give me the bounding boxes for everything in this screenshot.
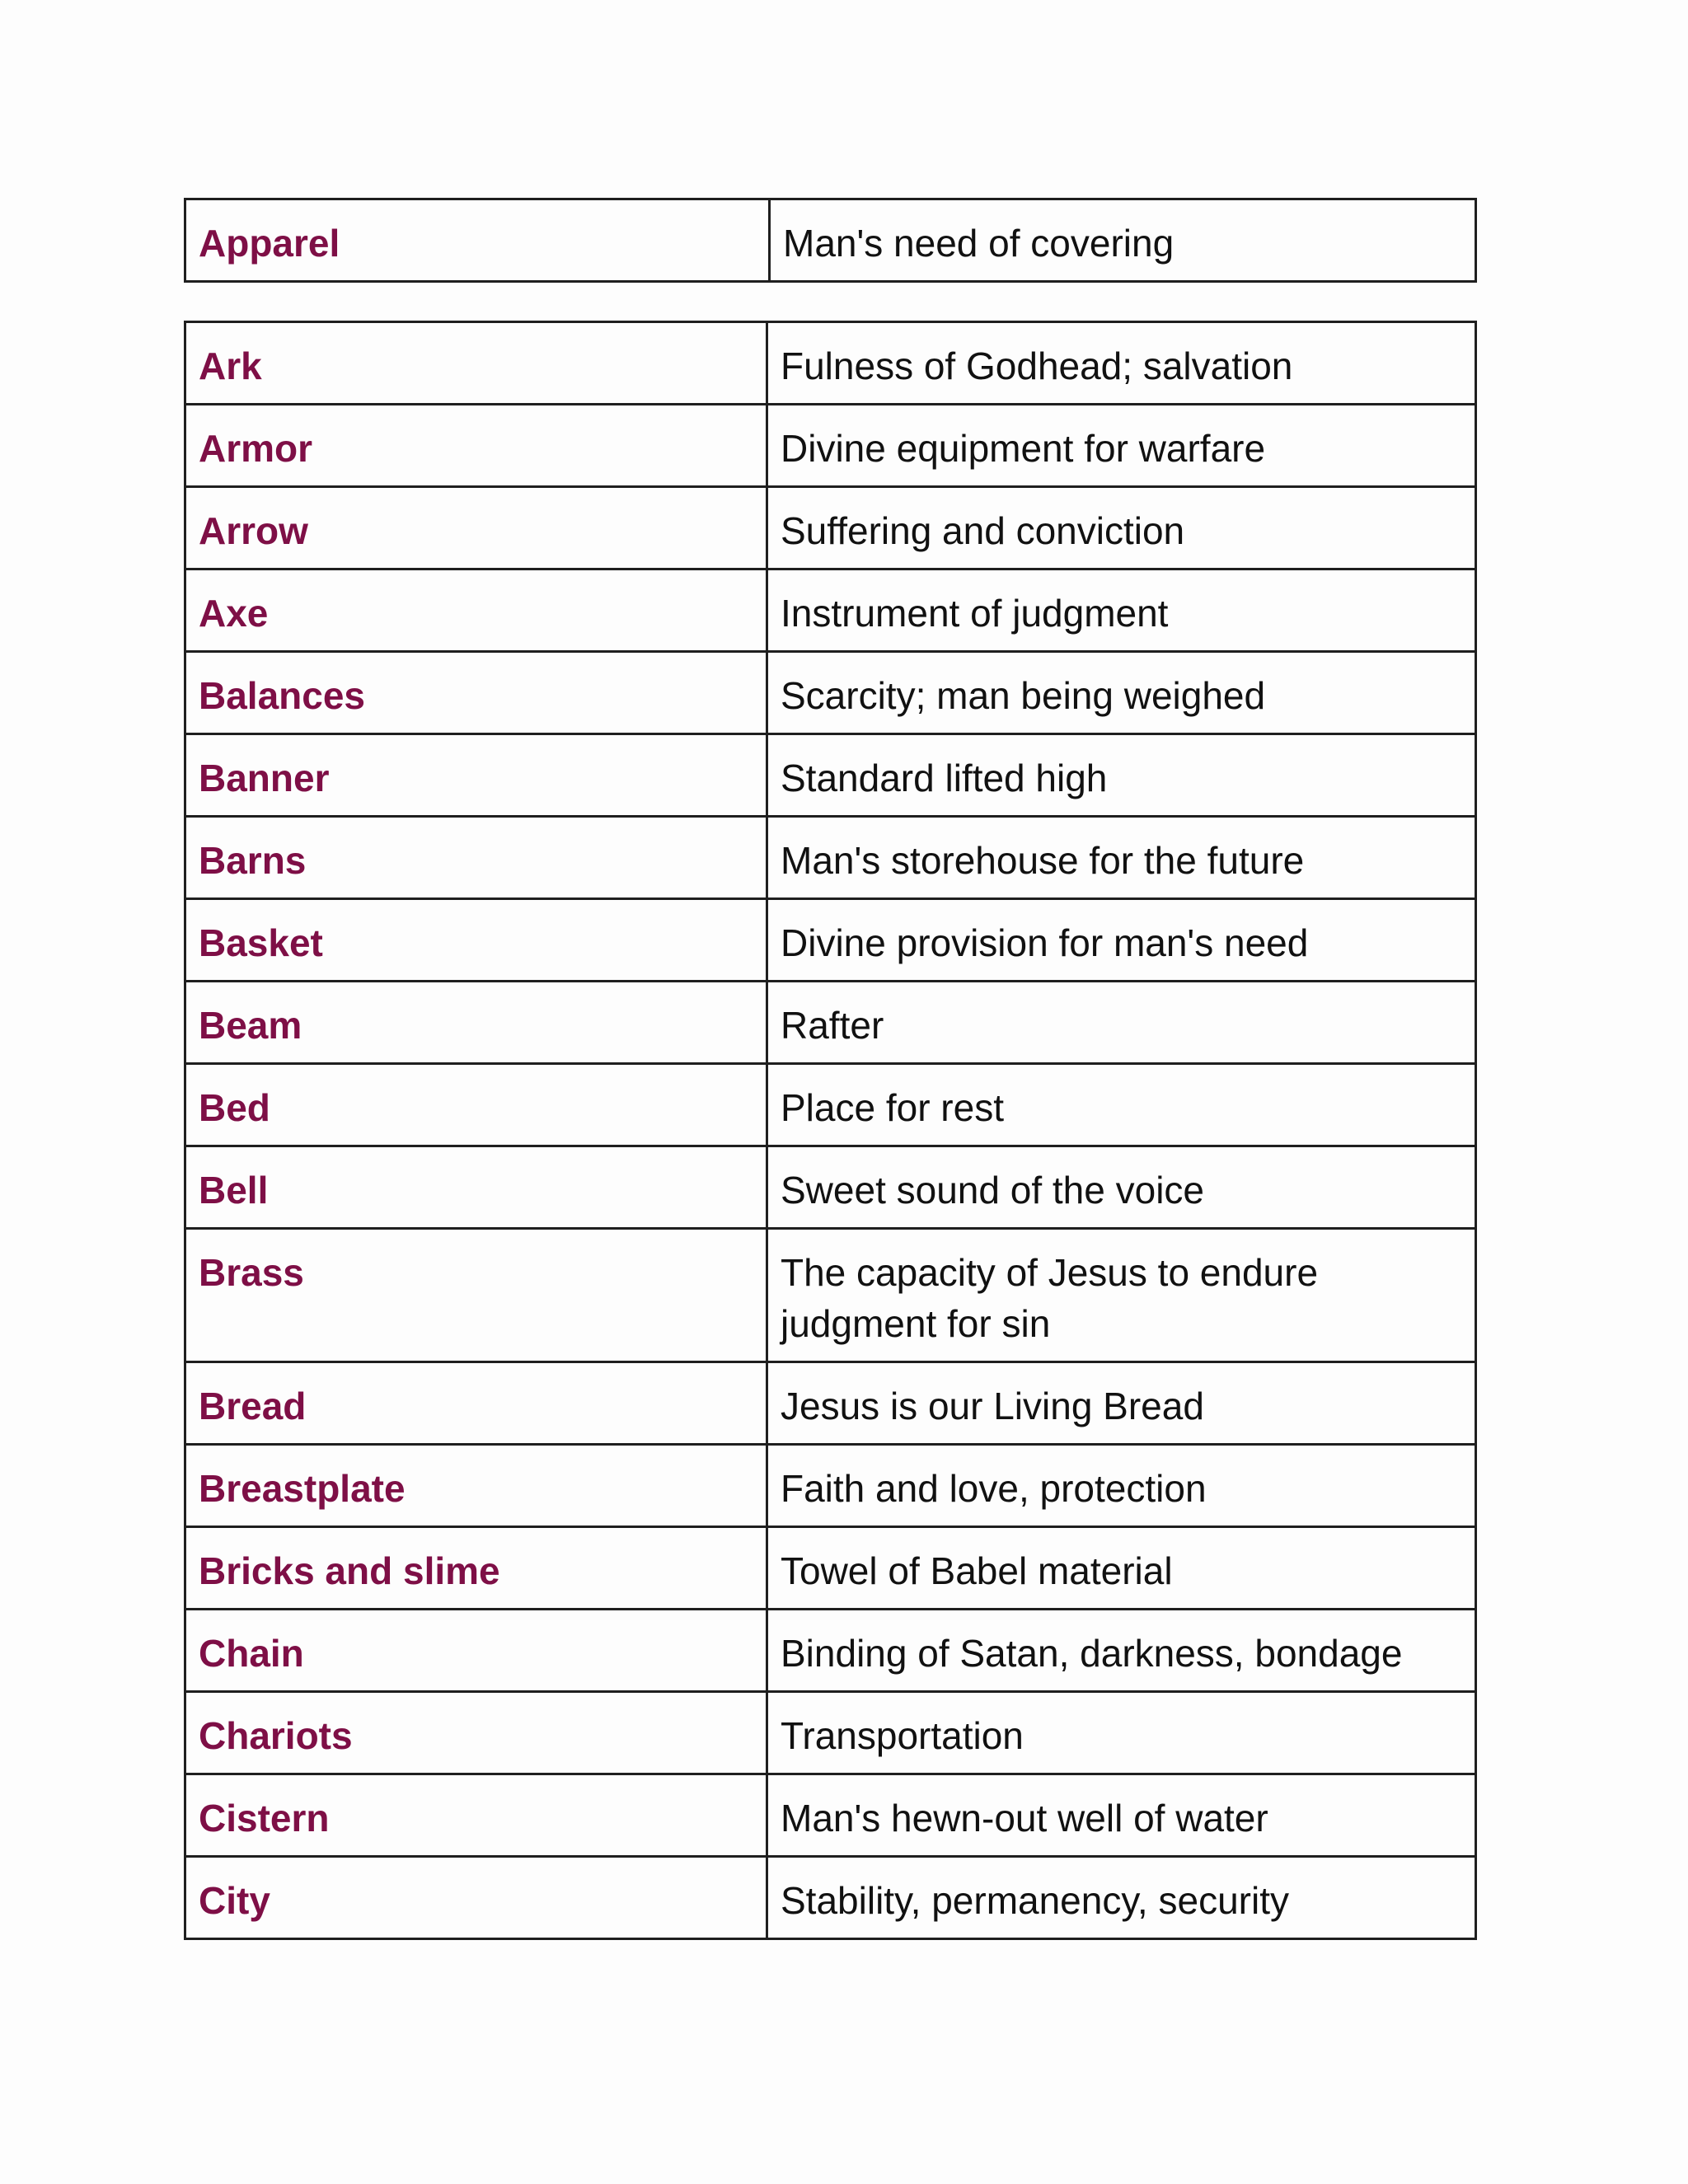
meaning-cell: Man's hewn-out well of water [767,1774,1476,1857]
term-cell: Bread [185,1362,767,1445]
meaning-cell: Faith and love, protection [767,1445,1476,1527]
meaning-cell: Fulness of Godhead; salvation [767,322,1476,405]
term-cell: Barns [185,817,767,899]
meaning-cell: Man's storehouse for the future [767,817,1476,899]
term-cell: Arrow [185,487,767,569]
term-cell: Apparel [185,199,770,282]
table-row [185,734,1476,817]
table-row [185,982,1476,1064]
table-row [185,405,1476,487]
symbol-table-main [184,321,1477,1940]
table-row [185,487,1476,569]
table-row [185,1527,1476,1610]
term-cell: Chain [185,1610,767,1692]
meaning-cell: Man's need of covering [770,199,1476,282]
table-row [185,1610,1476,1692]
meaning-cell: Rafter [767,982,1476,1064]
term-cell: Brass [185,1229,767,1362]
table-row [185,1857,1476,1939]
term-cell: Breastplate [185,1445,767,1527]
table-row [185,1362,1476,1445]
term-cell: Chariots [185,1692,767,1774]
term-cell: Bed [185,1064,767,1146]
meaning-cell: Jesus is our Living Bread [767,1362,1476,1445]
table-row [185,199,1476,282]
term-cell: Balances [185,652,767,734]
term-cell: Bricks and slime [185,1527,767,1610]
term-cell: Beam [185,982,767,1064]
term-cell: Armor [185,405,767,487]
table-row [185,1064,1476,1146]
term-cell: Basket [185,899,767,982]
meaning-cell: Scarcity; man being weighed [767,652,1476,734]
table-row [185,322,1476,405]
table-row [185,1445,1476,1527]
term-cell: Ark [185,322,767,405]
meaning-cell: Divine provision for man's need [767,899,1476,982]
meaning-cell: Transportation [767,1692,1476,1774]
table-row [185,569,1476,652]
term-cell: Axe [185,569,767,652]
table-row [185,1146,1476,1229]
table-row [185,1692,1476,1774]
meaning-cell: The capacity of Jesus to endure judgment for sin [767,1229,1476,1362]
term-cell: City [185,1857,767,1939]
meaning-cell: Towel of Babel material [767,1527,1476,1610]
table-row [185,652,1476,734]
meaning-cell: Binding of Satan, darkness, bondage [767,1610,1476,1692]
table-row [185,899,1476,982]
symbol-table-top [184,198,1477,283]
term-cell: Banner [185,734,767,817]
table-row [185,1774,1476,1857]
term-cell: Cistern [185,1774,767,1857]
table-row [185,817,1476,899]
table-row [185,1229,1476,1362]
meaning-cell: Stability, permanency, security [767,1857,1476,1939]
meaning-cell: Divine equipment for warfare [767,405,1476,487]
meaning-cell: Sweet sound of the voice [767,1146,1476,1229]
meaning-cell: Standard lifted high [767,734,1476,817]
term-cell: Bell [185,1146,767,1229]
meaning-cell: Place for rest [767,1064,1476,1146]
meaning-cell: Instrument of judgment [767,569,1476,652]
meaning-cell: Suffering and conviction [767,487,1476,569]
